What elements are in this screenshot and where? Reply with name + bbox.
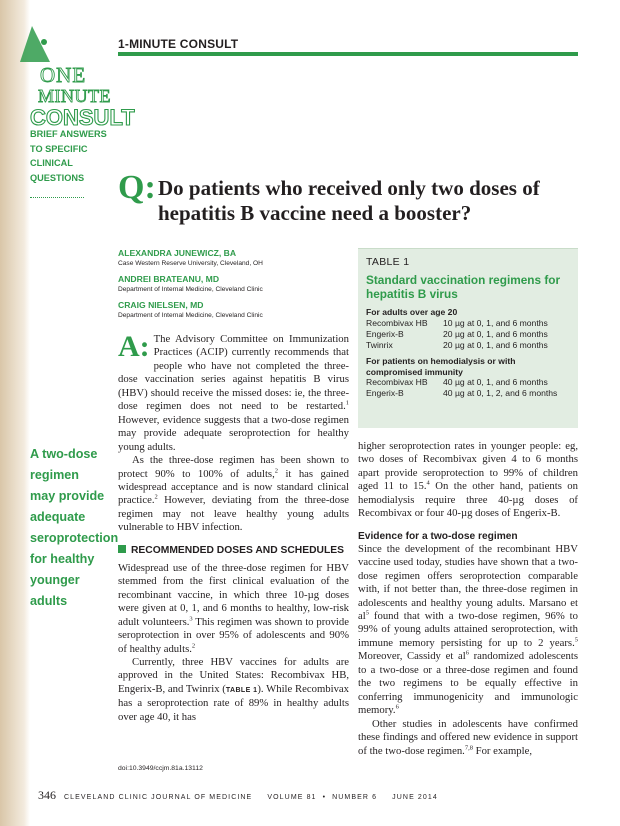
pull-quote-line: seroprotection [30,531,119,545]
table-vaccine: Recombivax HB [366,377,428,388]
author-name: CRAIG NIELSEN, MD [118,300,204,310]
table-row [366,377,570,388]
table-vaccine: Twinrix [366,339,393,350]
body-text: This regimen was shown to provide seroprotection in over 95% of adolescents and 90% of healthy adults. [118,615,349,655]
author-name: ALEXANDRA JUNEWICZ, BA [118,248,237,258]
table-row [366,388,570,399]
journal-date: JUNE 2014 [392,794,438,801]
answer-text: However, evidence suggests that a two-dose regimen may provide adequate seroprotection for healthy young adults. [118,413,349,453]
body-text: ). While Recombivax has a seroprotection rate of 89% in healthy adults over age 40, it has [118,682,349,723]
author [118,274,350,294]
pull-quote-line: for healthy [30,552,95,566]
logo-star-dot [41,39,47,45]
logo-text-line2: MINUTE [38,86,111,106]
author [118,300,350,320]
table-schedule: 40 µg at 0, 1, and 6 months [443,377,548,388]
brief-line: BRIEF ANSWERS [30,129,107,139]
answer-paragraph [118,454,349,535]
body-text: Widespread use of the three-dose regimen for HBV stemmed from the first clinical evaluation of the recombinant vaccine, in which three 10-µg doses were given at 0, 1, and 6 months to healthy, low-risk adult volunteers. [118,561,349,628]
pull-quote-line: adequate [30,510,86,524]
brief-line: TO SPECIFIC [30,143,88,154]
author-affiliation: Department of Internal Medicine, Cleveland Clinic [118,286,263,293]
pull-quote-line: may provide [30,489,105,503]
answer-paragraph [118,330,349,454]
doi: doi:10.3949/ccjm.81a.13112 [118,765,203,772]
pull-quote-line: A two-dose [30,447,98,461]
reference: 2 [191,641,196,649]
author [118,248,350,268]
reference: 5 [365,609,369,617]
subsection-heading: Evidence for a two-dose regimen [358,530,518,542]
page-footer [38,788,438,803]
table-vaccine: Engerix-B [366,388,404,399]
table-schedule: 20 µg at 0, 1, and 6 months [443,328,548,339]
body-text: Moreover, Cassidy et al [358,650,466,663]
brief-line: QUESTIONS [30,172,85,183]
body-text: Other studies in adolescents have confirmed these findings and offered new evidence in support of the two-dose regimen. [358,717,578,757]
reference: 7,8 [464,743,473,751]
body-paragraph [118,562,349,656]
table-schedule: 10 µg at 0, 1, and 6 months [443,317,548,328]
author-affiliation: Department of Internal Medicine, Cleveland Clinic [118,312,263,319]
table-vaccine: Recombivax HB [366,317,428,328]
reference: 2 [154,493,158,501]
body-paragraph [358,718,578,758]
table-group-heading: For adults over age 20 [366,307,458,317]
table-title: Standard vaccination regimens for hepatitis B virus [366,273,561,301]
journal-volume: VOLUME 81 [267,794,317,801]
answer-body [118,330,349,724]
page-number: 346 [38,788,56,802]
author-name: ANDREI BRATEANU, MD [118,274,220,284]
reference: 3 [189,615,193,623]
author-affiliation: Case Western Reserve University, Cleveland, OH [118,260,263,267]
table-vaccine: Engerix-B [366,328,404,339]
body-text: Currently, three HBV vaccines for adults are approved in the United States: Recombivax HB, Engerix-B, and Twinrix ( [118,655,349,695]
table-schedule: 40 µg at 0, 1, 2, and 6 months [443,388,558,399]
answer-text: As the three-dose regimen has been shown to protect 90% to 100% of adults, [118,454,349,480]
answer-text: However, deviating from the three-dose regimen may not leave healthy young adults vulnerable to HBV infection. [118,494,349,534]
table-row [366,318,570,329]
pull-quote-line: younger adults [30,573,80,608]
reference: 4 [426,479,430,487]
body-text: found that with a two-dose regimen, 96% to 99% of young adults attained seroprotection, with immune memory persisting for up to 2 years. [358,609,578,649]
pull-quote-line: regimen [30,468,79,482]
brief-divider [30,197,84,198]
body-text: randomized adolescents to a two-dose or a three-dose regimen and found the two regimens to be equally effective in conferring immunogenicity and immunologic memory. [358,650,578,717]
reference: 6 [395,703,399,711]
table-row [366,329,570,340]
journal-number: NUMBER 6 [332,794,378,801]
answer-text: it has gained widespread acceptance and is now standard clinical practice. [118,467,349,507]
brief-line: CLINICAL [30,158,73,168]
section-heading [118,544,349,557]
body-text: On the other hand, patients on hemodialysis require three 40-µg doses of Recombivax or four 40-µg doses of Engerix-B. [358,480,578,520]
brief-answers-label [30,127,120,185]
table-schedule: 20 µg at 0, 1, and 6 months [443,339,548,350]
table-label: TABLE 1 [366,256,410,268]
question-mark: Q: [118,169,156,206]
question-title: Do patients who received only two doses of hepatitis B vaccine need a booster? [158,176,540,225]
answer-text: The Advisory Committee on Immunization Practices (ACIP) currently recommends that people who have not completed the three-dose vaccination series against hepatitis B virus (HBV) should receive the missed doses: ie, the three-dose regimen does not need to be restarted. [118,333,349,413]
body-text: higher seroprotection rates in younger people: eg, two doses of Recombivax given 4 to 6 months apart provide seroprotection to 99% of children aged 11 to 15. [358,440,578,493]
logo-text-line1: ONE [40,63,87,87]
footer-separator [258,794,261,801]
table-1 [358,248,578,428]
journal-name: CLEVELAND CLINIC JOURNAL OF MEDICINE [64,794,253,801]
section-label: 1-MINUTE CONSULT [118,37,239,51]
body-text: For example, [472,744,533,757]
section-square-icon [118,545,126,553]
table-group-heading: For patients on hemodialysis or with compromised immunity [366,355,516,377]
author-list [118,248,350,326]
table-row [366,340,570,351]
right-column-body [358,440,578,758]
answer-mark: A: [118,330,150,363]
pull-quote [30,444,119,612]
body-paragraph [118,656,349,724]
reference: 5 [574,636,578,644]
header-rule [118,52,578,56]
reference: 2 [274,466,279,474]
body-paragraph [358,440,578,521]
footer-separator [383,794,386,801]
reference: 1 [345,399,349,407]
footer-bullet: • [322,794,327,801]
body-paragraph [358,543,578,718]
logo-text-line3: CONSULT [30,105,135,130]
table-reference-link[interactable]: TABLE 1 [225,686,258,694]
body-text: Since the development of the recombinant HBV vaccine used today, studies have shown that a two-dose regimen offers seroprotection comparable with, if not better than, the three-dose regimen in adolescents and healthy young adults. Marsano et al [358,542,578,622]
section-heading-text: RECOMMENDED DOSES AND SCHEDULES [131,544,345,556]
reference: 6 [465,649,469,657]
